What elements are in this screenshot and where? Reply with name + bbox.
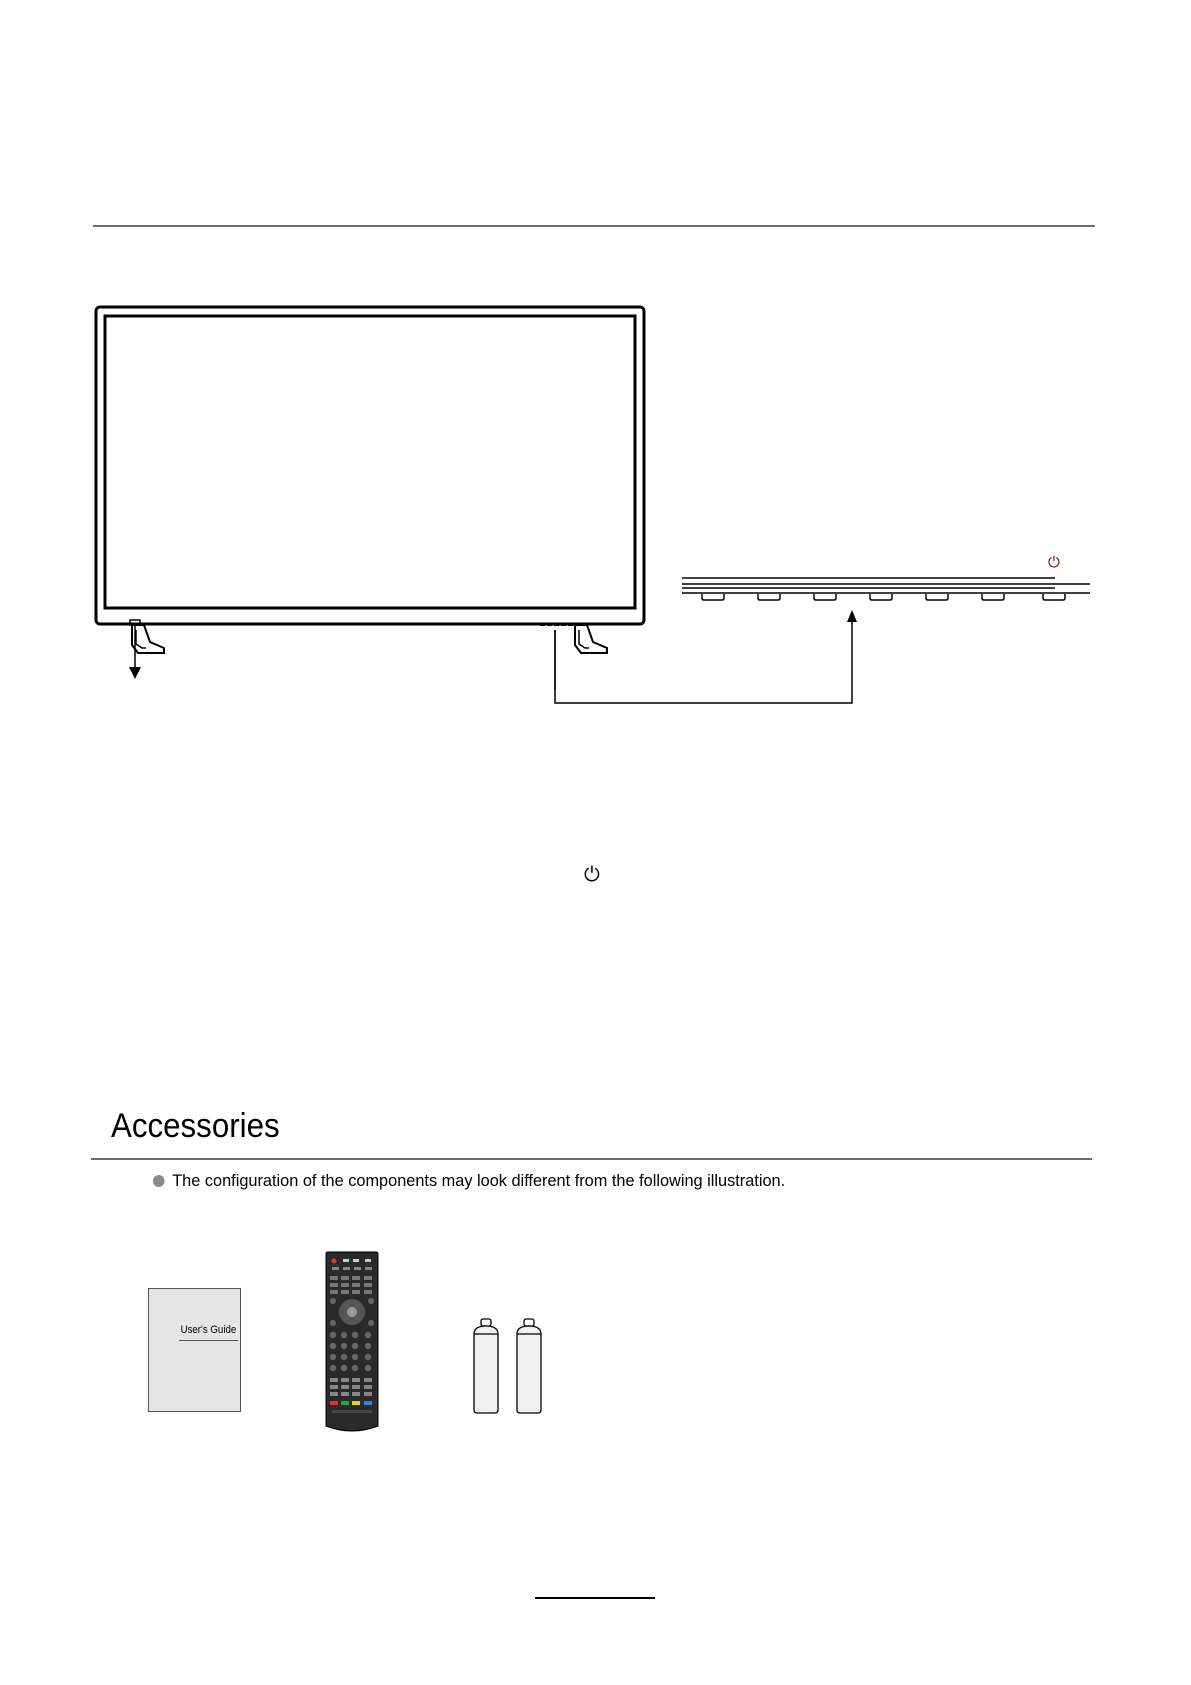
battery-right bbox=[517, 1319, 541, 1413]
user-guide-label: User's Guide bbox=[180, 1324, 236, 1336]
batteries-icon bbox=[470, 1318, 550, 1414]
side-button-panel bbox=[670, 540, 1100, 610]
accessories-note bbox=[153, 1171, 785, 1191]
callout-connector bbox=[550, 600, 870, 710]
bullet-icon bbox=[153, 1175, 165, 1187]
panel-power-icon: ⏻ bbox=[1048, 553, 1060, 571]
accessories-divider bbox=[91, 1158, 1092, 1160]
footer-line bbox=[535, 1597, 655, 1599]
tv-bezel bbox=[96, 307, 644, 624]
tv-screen bbox=[105, 316, 635, 608]
battery-left bbox=[474, 1319, 498, 1413]
user-guide-icon bbox=[148, 1288, 241, 1412]
user-guide-underline bbox=[179, 1340, 238, 1341]
power-icon: ⏻ bbox=[584, 862, 600, 886]
panel-buttons bbox=[702, 594, 1065, 600]
top-divider bbox=[93, 225, 1095, 227]
accessories-note-text: The configuration of the components may look different from the following illustration. bbox=[172, 1171, 786, 1190]
sensor-arrow-icon bbox=[129, 667, 141, 679]
callout-arrow-icon bbox=[847, 610, 857, 622]
tv-stand-left bbox=[132, 625, 164, 653]
accessories-heading: Accessories bbox=[111, 1107, 280, 1145]
remote-control-icon bbox=[324, 1250, 380, 1436]
